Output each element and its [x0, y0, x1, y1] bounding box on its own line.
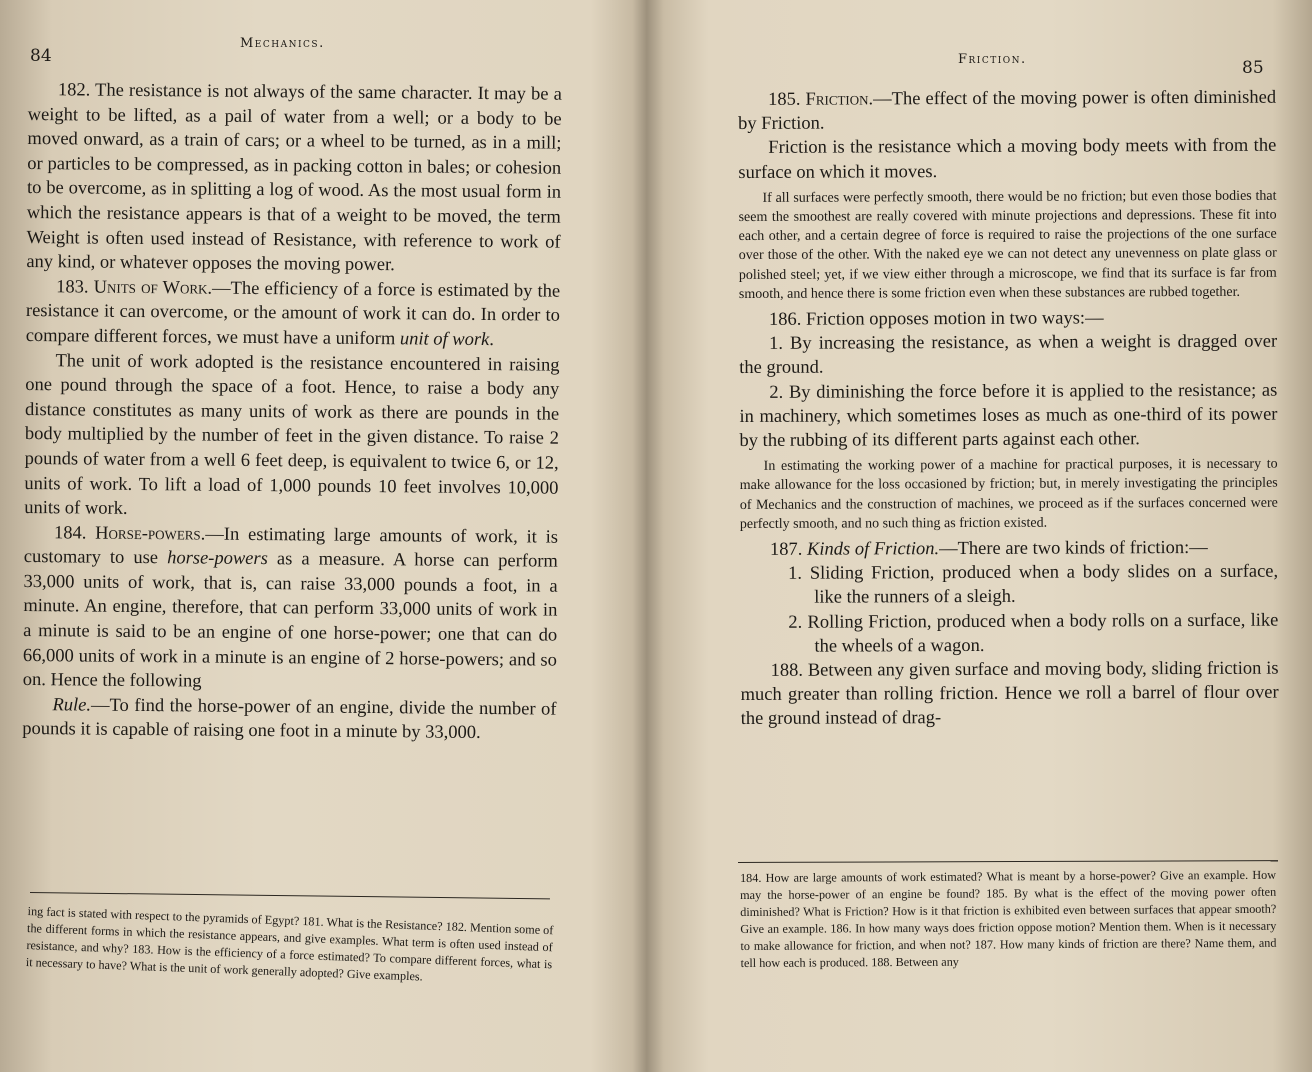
paragraph-rule: Rule.—To find the horse-power of an engine, divide the number of pounds it is capable of raising one foot in a minute by 33,000.: [22, 695, 557, 744]
paragraph-186-item-2: 2. By diminishing the force before it is applied to the resistance; as in machinery, which sometimes loses as much as one-third of its power by the rubbing of its different parts against each other.: [739, 380, 1278, 452]
paragraph-186-item-1: 1. By increasing the resistance, as when a weight is dragged over the ground.: [739, 331, 1278, 379]
paragraph-smooth-surfaces-note: If all surfaces were perfectly smooth, there would be no friction; but even those bodies that seem the smoothest are really covered with minute projections and depressions. These fit into each other, and a certain degree of force is required to raise the projections of the one surface over those of the other. With the naked eye we can not detect any unevenness on plate glass or polished steel; yet, if we view either through a microscope, we find that its surface is far from smooth, and hence there is some friction even when these substances are rubbed together.: [738, 188, 1277, 302]
paragraph-185: 185. Friction.—The effect of the moving power is often diminished by Friction.: [738, 87, 1277, 135]
paragraph-187: 187. Kinds of Friction.—There are two kinds of friction:—: [769, 538, 1208, 560]
section-heading-kinds-of-friction: Kinds of Friction.: [806, 539, 940, 560]
right-page: [646, 0, 1312, 1072]
rule-label: Rule.: [52, 695, 92, 716]
review-questions-left: ing fact is stated with respect to the pyramids of Egypt? 181. What is the Resistance? 182. Mention some of the different forms in which the resistance appears, and give examples. What term is often used instead of resistance, and why? 183. How is the efficiency of a force estimated? To compare different forces, what is it necessary to have? What is the unit of work generally adopted? Give examples.: [25, 903, 554, 984]
paragraph-friction-definition: Friction is the resistance which a moving body meets with from the surface on which it moves.: [738, 136, 1277, 183]
paragraph-184: 184. Horse-powers.—In estimating large amounts of work, it is customary to use horse-powers as a measure. A horse can perform 33,000 units of work, that is, can raise 33,000 pounds a foot, in a minute. An engine, therefore, that can perform 33,000 units of work in a minute is said to be an engine of one horse-power; one that can do 66,000 units of work in a minute is an engine of 2 horse-powers; and so on. Hence the following: [22, 522, 559, 692]
footnote-divider-left: [30, 892, 550, 899]
paragraph-183: 183. Units of Work.—The efficiency of a force is estimated by the resistance it can overcome, or the amount of work it can do. In order to compare different forces, we must have a uniform unit of work.: [25, 277, 561, 351]
paragraph-188: 188. Between any given surface and moving body, sliding friction is much greater than rolling friction. Hence we roll a barrel of flour over the ground instead of drag-: [740, 658, 1279, 730]
left-page: [0, 0, 640, 1072]
paragraph-unit-of-work: The unit of work adopted is the resistance encountered in raising one pound through the space of a foot. Hence, to raise a body any distance constitutes as many units of work as there are pounds in the body multiplied by the number of feet in the given distance. To raise 2 pounds of water from a well 6 feet deep, is equivalent to twice 6, or 12, units of work. To lift a load of 1,000 pounds 10 feet involves 10,000 units of work.: [24, 350, 560, 519]
section-heading-friction: Friction.: [805, 89, 874, 110]
paragraph-working-power-note: In estimating the working power of a machine for practical purposes, it is necessary to make allowance for the loss occasioned by friction; but, in merely investigating the principles of Mechanics and the construction of machines, we proceed as if the surfaces concerned were perfectly smooth, and no such thing as friction existed.: [739, 456, 1278, 532]
page-number-right: 85: [1242, 58, 1264, 78]
page-number-left: 84: [30, 46, 52, 66]
list-item-rolling-friction: 2. Rolling Friction, produced when a body rolls on a surface, like the wheels of a wagon.: [788, 610, 1279, 657]
list-item-sliding-friction: 1. Sliding Friction, produced when a body slides on a surface, like the runners of a sleigh.: [788, 561, 1279, 609]
section-heading-horse-powers: Horse-powers.: [95, 523, 206, 545]
running-head-left: Mechanics.: [240, 36, 325, 51]
running-head-right: Friction.: [958, 52, 1027, 67]
right-page-body: [738, 86, 1279, 732]
section-heading-units-of-work: Units of Work.: [93, 277, 213, 299]
footnote-divider-right: [738, 860, 1278, 863]
paragraph-186: 186. Friction opposes motion in two ways:—: [768, 308, 1104, 330]
paragraph-182: 182. The resistance is not always of the same character. It may be a weight to be lifted, as a pail of water from a well; or a body to be moved onward, as a train of cars; or a wheel to be turned, as in a mill; or particles to be compressed, as in packing cotton in bales; or cohesion to be overcome, as in splitting a log of wood. As the most usual form in which the resistance appears is that of a weight to be moved, the term Weight is often used instead of Resistance, with reference to work of any kind, or whatever opposes the moving power.: [26, 80, 562, 276]
left-page-body: [22, 78, 562, 747]
review-questions-right: 184. How are large amounts of work estimated? What is meant by a horse-power? Give an example. How may the horse-power of an engine be found? 185. By what is the effect of the moving power often diminished? What is Friction? How is it that friction is exhibited even between surfaces that appear smooth? Give an example. 186. In how many ways does friction oppose motion? Mention them. When is it necessary to make allowance for friction, and when not? 187. How many kinds of friction are there? Name them, and tell how each is produced. 188. Between any: [740, 867, 1277, 970]
